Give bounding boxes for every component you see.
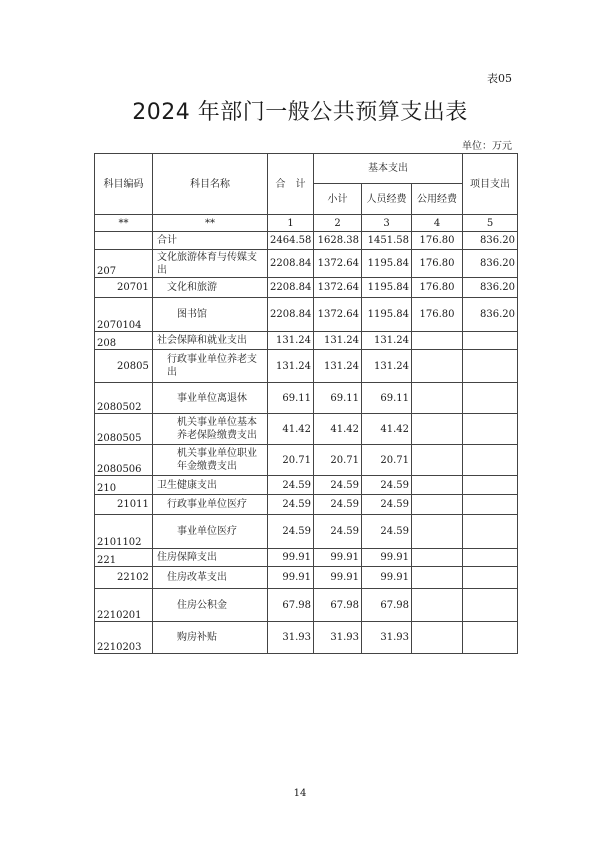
row-name: 社会保障和就业支出 xyxy=(153,332,268,350)
row-subtotal: 1372.64 xyxy=(314,298,362,332)
index-cell: 3 xyxy=(362,215,412,232)
row-subtotal: 131.24 xyxy=(314,350,362,383)
index-row xyxy=(95,215,518,232)
header-name: 科目名称 xyxy=(153,154,268,215)
table-label: 表05 xyxy=(487,72,512,85)
row-name: 机关事业单位职业年金缴费支出 xyxy=(153,445,268,476)
row-public xyxy=(412,445,463,476)
row-total: 99.91 xyxy=(268,567,314,589)
row-subtotal: 20.71 xyxy=(314,445,362,476)
row-total: 69.11 xyxy=(268,383,314,414)
header-basic: 基本支出 xyxy=(314,154,463,184)
budget-table xyxy=(94,153,518,654)
row-project: 836.20 xyxy=(463,298,518,332)
row-name: 住房改革支出 xyxy=(153,567,268,589)
unit-label: 单位：万元 xyxy=(462,141,512,152)
index-cell: ** xyxy=(153,215,268,232)
table-row xyxy=(95,414,518,445)
table-row xyxy=(95,476,518,495)
row-subtotal: 24.59 xyxy=(314,476,362,495)
row-total: 24.59 xyxy=(268,515,314,549)
row-name: 机关事业单位基本养老保险缴费支出 xyxy=(153,414,268,445)
row-total: 131.24 xyxy=(268,332,314,350)
row-public: 176.80 xyxy=(412,298,463,332)
row-public xyxy=(412,476,463,495)
row-code: 2210201 xyxy=(95,589,153,622)
table-row xyxy=(95,445,518,476)
row-name: 行政事业单位养老支出 xyxy=(153,350,268,383)
index-cell: 2 xyxy=(314,215,362,232)
row-code: 2210203 xyxy=(95,622,153,654)
row-public xyxy=(412,495,463,515)
row-personnel: 24.59 xyxy=(362,476,412,495)
row-name: 事业单位离退休 xyxy=(153,383,268,414)
row-code: 2080506 xyxy=(95,445,153,476)
row-code: 21011 xyxy=(95,495,153,515)
row-total: 20.71 xyxy=(268,445,314,476)
row-total: 2208.84 xyxy=(268,298,314,332)
row-code: 210 xyxy=(95,476,153,495)
row-name: 购房补贴 xyxy=(153,622,268,654)
row-total: 24.59 xyxy=(268,495,314,515)
row-public xyxy=(412,350,463,383)
row-name: 合计 xyxy=(153,232,268,250)
row-public xyxy=(412,414,463,445)
row-project xyxy=(463,476,518,495)
row-public: 176.80 xyxy=(412,250,463,278)
row-total: 41.42 xyxy=(268,414,314,445)
row-name: 图书馆 xyxy=(153,298,268,332)
row-personnel: 41.42 xyxy=(362,414,412,445)
row-total: 2464.58 xyxy=(268,232,314,250)
row-code: 207 xyxy=(95,250,153,278)
row-subtotal: 41.42 xyxy=(314,414,362,445)
row-personnel: 24.59 xyxy=(362,515,412,549)
row-name: 文化旅游体育与传媒支出 xyxy=(153,250,268,278)
page-number: 14 xyxy=(293,788,307,799)
table-row xyxy=(95,495,518,515)
row-personnel: 69.11 xyxy=(362,383,412,414)
row-personnel: 131.24 xyxy=(362,350,412,383)
index-cell: 5 xyxy=(463,215,518,232)
row-code: 208 xyxy=(95,332,153,350)
row-total: 24.59 xyxy=(268,476,314,495)
table-row xyxy=(95,232,518,250)
row-project xyxy=(463,383,518,414)
row-public xyxy=(412,383,463,414)
row-code: 2070104 xyxy=(95,298,153,332)
table-row xyxy=(95,589,518,622)
row-total: 31.93 xyxy=(268,622,314,654)
row-project xyxy=(463,332,518,350)
row-code: 2080505 xyxy=(95,414,153,445)
table-row xyxy=(95,515,518,549)
row-subtotal: 1628.38 xyxy=(314,232,362,250)
row-subtotal: 99.91 xyxy=(314,567,362,589)
row-personnel: 1451.58 xyxy=(362,232,412,250)
row-personnel: 1195.84 xyxy=(362,278,412,298)
row-subtotal: 69.11 xyxy=(314,383,362,414)
row-subtotal: 1372.64 xyxy=(314,250,362,278)
row-project xyxy=(463,549,518,567)
row-total: 2208.84 xyxy=(268,278,314,298)
row-personnel: 67.98 xyxy=(362,589,412,622)
row-personnel: 99.91 xyxy=(362,567,412,589)
row-subtotal: 31.93 xyxy=(314,622,362,654)
table-row xyxy=(95,549,518,567)
header-code: 科目编码 xyxy=(95,154,153,215)
row-project xyxy=(463,622,518,654)
row-code: 22102 xyxy=(95,567,153,589)
row-personnel: 131.24 xyxy=(362,332,412,350)
table-row xyxy=(95,567,518,589)
row-public: 176.80 xyxy=(412,232,463,250)
row-subtotal: 24.59 xyxy=(314,515,362,549)
table-row xyxy=(95,298,518,332)
row-public xyxy=(412,622,463,654)
header-subtotal: 小计 xyxy=(314,184,362,215)
row-subtotal: 24.59 xyxy=(314,495,362,515)
table-row xyxy=(95,383,518,414)
row-subtotal: 1372.64 xyxy=(314,278,362,298)
row-name: 行政事业单位医疗 xyxy=(153,495,268,515)
row-subtotal: 67.98 xyxy=(314,589,362,622)
row-subtotal: 99.91 xyxy=(314,549,362,567)
row-code: 20701 xyxy=(95,278,153,298)
row-total: 2208.84 xyxy=(268,250,314,278)
row-project xyxy=(463,515,518,549)
row-name: 文化和旅游 xyxy=(153,278,268,298)
row-name: 住房保障支出 xyxy=(153,549,268,567)
row-code: 2080502 xyxy=(95,383,153,414)
row-total: 99.91 xyxy=(268,549,314,567)
table-row xyxy=(95,350,518,383)
header-personnel: 人员经费 xyxy=(362,184,412,215)
row-personnel: 31.93 xyxy=(362,622,412,654)
row-total: 67.98 xyxy=(268,589,314,622)
row-project: 836.20 xyxy=(463,250,518,278)
row-code xyxy=(95,232,153,250)
row-project: 836.20 xyxy=(463,278,518,298)
table-row xyxy=(95,332,518,350)
row-public xyxy=(412,549,463,567)
row-public xyxy=(412,332,463,350)
row-personnel: 1195.84 xyxy=(362,298,412,332)
index-cell: 4 xyxy=(412,215,463,232)
row-project xyxy=(463,567,518,589)
table-row xyxy=(95,278,518,298)
row-project xyxy=(463,495,518,515)
header-total: 合 计 xyxy=(268,154,314,215)
row-code: 2101102 xyxy=(95,515,153,549)
header-project: 项目支出 xyxy=(463,154,518,215)
row-project xyxy=(463,445,518,476)
row-project: 836.20 xyxy=(463,232,518,250)
table-row xyxy=(95,622,518,654)
row-name: 卫生健康支出 xyxy=(153,476,268,495)
table-row xyxy=(95,250,518,278)
row-total: 131.24 xyxy=(268,350,314,383)
row-project xyxy=(463,350,518,383)
page-title: 2024 年部门一般公共预算支出表 xyxy=(132,100,468,125)
row-name: 事业单位医疗 xyxy=(153,515,268,549)
row-public xyxy=(412,567,463,589)
header-public: 公用经费 xyxy=(412,184,463,215)
row-personnel: 20.71 xyxy=(362,445,412,476)
row-personnel: 1195.84 xyxy=(362,250,412,278)
row-public: 176.80 xyxy=(412,278,463,298)
index-cell: ** xyxy=(95,215,153,232)
row-project xyxy=(463,414,518,445)
row-project xyxy=(463,589,518,622)
row-personnel: 99.91 xyxy=(362,549,412,567)
index-cell: 1 xyxy=(268,215,314,232)
row-public xyxy=(412,589,463,622)
row-personnel: 24.59 xyxy=(362,495,412,515)
row-code: 20805 xyxy=(95,350,153,383)
row-subtotal: 131.24 xyxy=(314,332,362,350)
row-name: 住房公积金 xyxy=(153,589,268,622)
row-code: 221 xyxy=(95,549,153,567)
row-public xyxy=(412,515,463,549)
